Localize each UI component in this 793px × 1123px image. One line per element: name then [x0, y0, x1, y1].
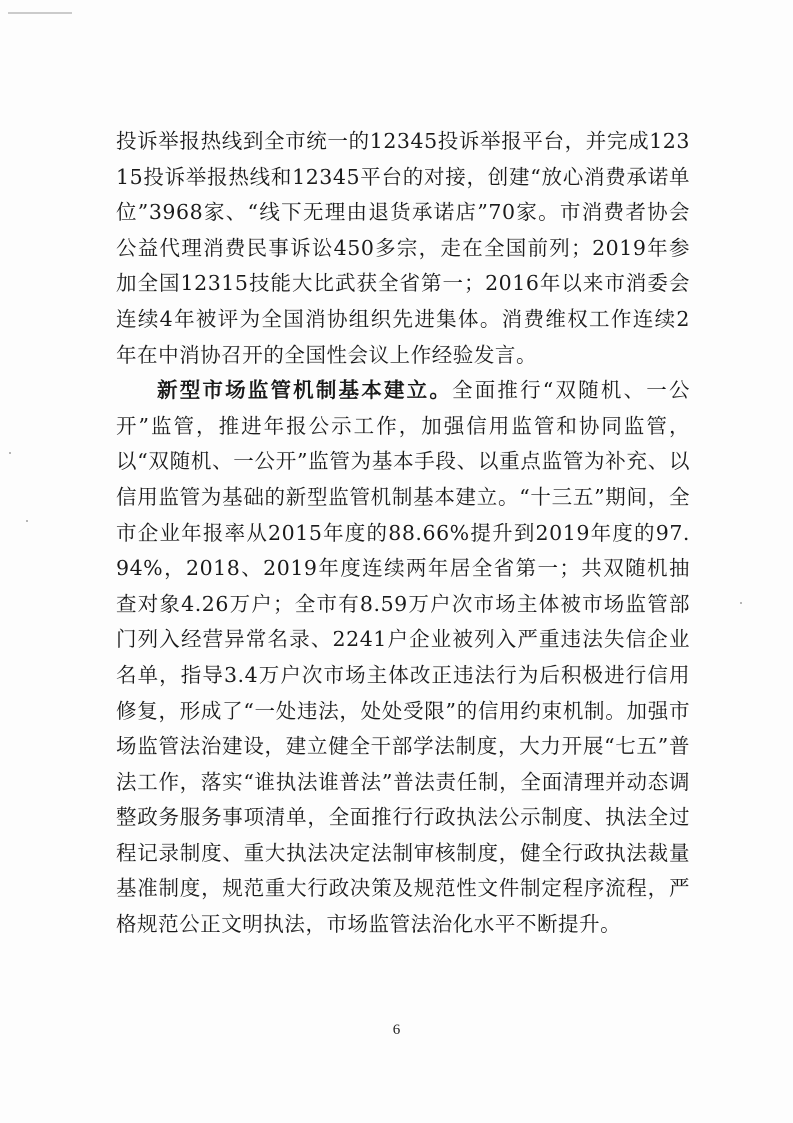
paragraph-consumer-rights — [116, 124, 690, 373]
scan-artifact — [740, 602, 742, 604]
paragraph-heading: 新型市场监管机制基本建立。 — [157, 378, 453, 403]
paragraph-market-supervision — [116, 373, 690, 943]
paragraph-text: 投诉举报热线到全市统一的12345投诉举报平台，并完成12315投诉举报热线和12345平台的对接，创建“放心消费承诺单位”3968家、“线下无理由退货承诺店”70家。市消费者协会公益代理消费民事诉讼450多宗，走在全国前列；2019年参加全国12315技能大比武获全省第一；2016年以来市消委会连续4年被评为全国消协组织先进集体。消费维权工作连续2年在中消协召开的全国性会议上作经验发言。 — [116, 129, 690, 367]
scan-artifact — [9, 452, 11, 454]
scan-artifact — [26, 520, 28, 522]
scan-artifact — [8, 12, 72, 14]
body-text — [116, 124, 690, 943]
paragraph-text: 全面推行“双随机、一公开”监管，推进年报公示工作，加强信用监管和协同监管，以“双随机、一公开”监管为基本手段、以重点监管为补充、以信用监管为基础的新型监管机制基本建立。“十三五”期间，全市企业年报率从2015年度的88.66%提升到2019年度的97.94%，2018、2019年度连续两年居全省第一；共双随机抽查对象4.26万户；全市有8.59万户次市场主体被市场监管部门列入经营异常名录、2241户企业被列入严重违法失信企业名单，指导3.4万户次市场主体改正违法行为后积极进行信用修复，形成了“一处违法，处处受限”的信用约束机制。加强市场监管法治建设，建立健全干部学法制度，大力开展“七五”普法工作，落实“谁执法谁普法”普法责任制，全面清理并动态调整政务服务事项清单，全面推行行政执法公示制度、执法全过程记录制度、重大执法决定法制审核制度，健全行政执法裁量基准制度，规范重大行政决策及规范性文件制定程序流程，严格规范公正文明执法，市场监管法治化水平不断提升。 — [116, 378, 691, 937]
page-number: 6 — [392, 1022, 401, 1038]
